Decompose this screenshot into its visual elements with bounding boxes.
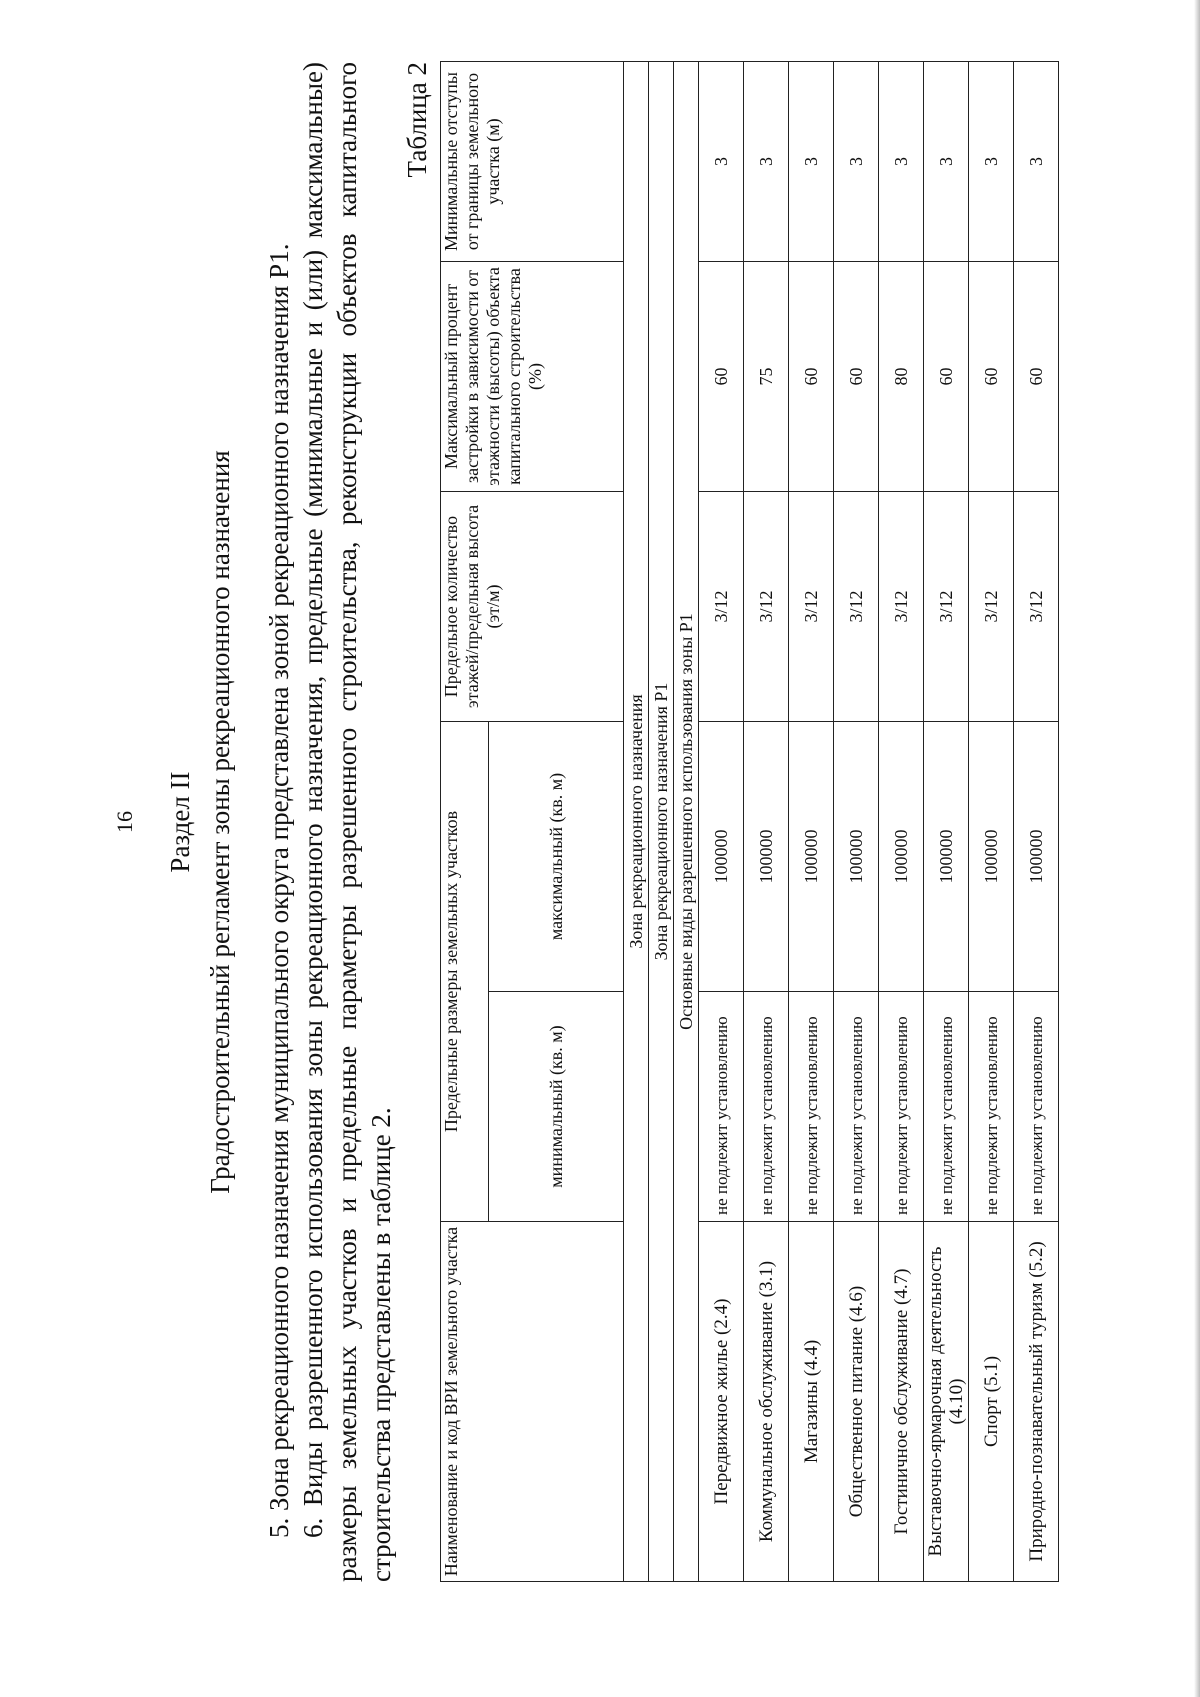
max-coverage: 60	[699, 262, 744, 492]
table-row	[834, 62, 879, 1582]
zone-label: Зона рекреационного назначения	[624, 62, 649, 1582]
zone-row	[674, 62, 699, 1582]
floors-height: 3/12	[879, 492, 924, 722]
max-coverage: 60	[789, 262, 834, 492]
max-coverage: 60	[1014, 262, 1059, 492]
min-setback: 3	[789, 62, 834, 262]
page-number: 16	[112, 811, 137, 833]
min-area: не подлежит установлению	[744, 992, 789, 1222]
table-label: Таблица 2	[402, 62, 432, 178]
min-area: не подлежит установлению	[789, 992, 834, 1222]
min-setback: 3	[1014, 62, 1059, 262]
intro-paragraphs	[262, 62, 398, 1582]
min-setback: 3	[834, 62, 879, 262]
max-area: 100000	[834, 722, 879, 992]
header-max-coverage: Максимальный процент застройки в зависимости от этажности (высоты) объекта капитального строительства (%)	[441, 262, 624, 492]
floors-height: 3/12	[744, 492, 789, 722]
min-setback: 3	[879, 62, 924, 262]
min-area: не подлежит установлению	[699, 992, 744, 1222]
min-area: не подлежит установлению	[969, 992, 1014, 1222]
table-row	[1014, 62, 1059, 1582]
floors-height: 3/12	[969, 492, 1014, 722]
use-name: Природно-познавательный туризм (5.2)	[1014, 1222, 1059, 1582]
max-area: 100000	[924, 722, 969, 992]
min-setback: 3	[744, 62, 789, 262]
floors-height: 3/12	[699, 492, 744, 722]
max-coverage: 60	[834, 262, 879, 492]
floors-height: 3/12	[924, 492, 969, 722]
max-coverage: 75	[744, 262, 789, 492]
zone-label: Основные виды разрешенного использования зоны Р1	[674, 62, 699, 1582]
min-setback: 3	[924, 62, 969, 262]
max-coverage: 60	[924, 262, 969, 492]
min-area: не подлежит установлению	[834, 992, 879, 1222]
min-area: не подлежит установлению	[879, 992, 924, 1222]
table-row	[924, 62, 969, 1582]
document-title: Градостроительный регламент зоны рекреационного назначения	[205, 450, 235, 1194]
use-name: Гостиничное обслуживание (4.7)	[879, 1222, 924, 1582]
floors-height: 3/12	[834, 492, 879, 722]
use-name: Передвижное жилье (2.4)	[699, 1222, 744, 1582]
use-name: Спорт (5.1)	[969, 1222, 1014, 1582]
min-area: не подлежит установлению	[924, 992, 969, 1222]
table-header-row	[441, 62, 489, 1582]
zone-label: Зона рекреационного назначения Р1	[649, 62, 674, 1582]
zone-row	[649, 62, 674, 1582]
zone-row	[624, 62, 649, 1582]
min-setback: 3	[699, 62, 744, 262]
use-name: Коммунальное обслуживание (3.1)	[744, 1222, 789, 1582]
max-area: 100000	[1014, 722, 1059, 992]
use-name: Выставочно-ярмарочная деятельность (4.10)	[924, 1222, 969, 1582]
header-land-sizes: Предельные размеры земельных участков	[441, 722, 489, 1222]
paragraph-5: 5. Зона рекреационного назначения муниципального округа представлена зоной рекреационного назначения Р1.	[264, 243, 294, 1538]
paragraph-6: 6. Виды разрешенного использования зоны рекреационного назначения, предельные (минимальные и (или) максимальные) размеры земельных участков и предельные параметры разрешенного строительства, реконструкции объектов капитального строительства представлены в таблице 2.	[298, 62, 396, 1582]
min-setback: 3	[969, 62, 1014, 262]
regulation-table	[440, 61, 1059, 1582]
max-area: 100000	[789, 722, 834, 992]
section-title: Раздел II	[165, 771, 195, 873]
max-area: 100000	[969, 722, 1014, 992]
table-row	[969, 62, 1014, 1582]
table-row	[789, 62, 834, 1582]
min-area: не подлежит установлению	[1014, 992, 1059, 1222]
max-coverage: 80	[879, 262, 924, 492]
use-name: Общественное питание (4.6)	[834, 1222, 879, 1582]
max-area: 100000	[744, 722, 789, 992]
header-min-area: минимальный (кв. м)	[489, 992, 624, 1222]
header-name-code: Наименование и код ВРИ земельного участка	[441, 1222, 624, 1582]
use-name: Магазины (4.4)	[789, 1222, 834, 1582]
header-min-setback: Минимальные отступы от границы земельного участка (м)	[441, 62, 624, 262]
max-area: 100000	[879, 722, 924, 992]
floors-height: 3/12	[789, 492, 834, 722]
table-row	[699, 62, 744, 1582]
header-max-area: максимальный (кв. м)	[489, 722, 624, 992]
max-area: 100000	[699, 722, 744, 992]
max-coverage: 60	[969, 262, 1014, 492]
floors-height: 3/12	[1014, 492, 1059, 722]
table-row	[879, 62, 924, 1582]
header-floors-height: Предельное количество этажей/предельная высота (эт/м)	[441, 492, 624, 722]
table-row	[744, 62, 789, 1582]
